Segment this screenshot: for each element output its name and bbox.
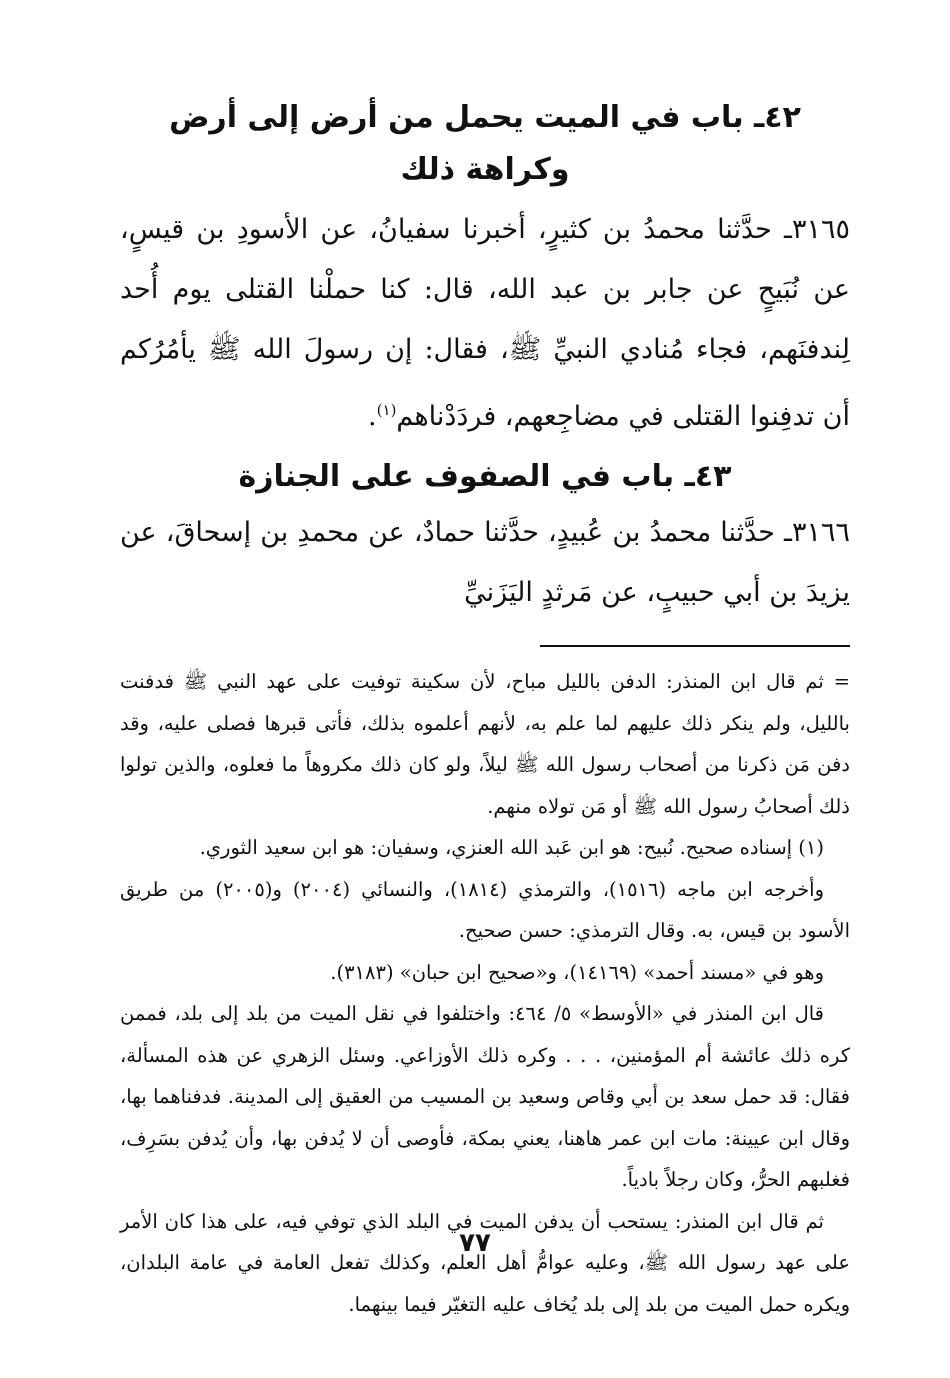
- footnote-separator: [540, 645, 850, 647]
- footnote-ref-1: (١): [376, 401, 397, 419]
- hadith-3165-text: ٣١٦٥ـ حدَّثنا محمدُ بن كثيرٍ، أخبرنا سفيانُ، عن الأسودِ بن قيسٍ، عن نُبَيحٍ عن جابر بن عبد الله، قال: كنا حملْنا القتلى يوم أُحد لِندفنَهم، فجاء مُنادي النبيِّ ﷺ، فقال: إن رسولَ الله ﷺ يأمُرُكم أن تدفِنوا القتلى في مضاجِعهم، فردَدْناهم: [120, 214, 850, 432]
- footnote-1-line-b: وأخرجه ابن ماجه (١٥١٦)، والترمذي (١٨١٤)، والنسائي (٢٠٠٤) و(٢٠٠٥) من طريق الأسود بن قيس، به. وقال الترمذي: حسن صحيح.: [120, 877, 850, 942]
- hadith-3166: ٣١٦٦ـ حدَّثنا محمدُ بن عُبيدٍ، حدَّثنا حمادٌ، عن محمدِ بن إسحاقَ، عن يزيدَ بن أبي حبيبٍ، عن مَرثدٍ اليَزَنيِّ: [120, 517, 850, 608]
- footnote-continued: = ثم قال ابن المنذر: الدفن بالليل مباح، لأن سكينة توفيت على عهد النبي ﷺ فدفنت بالليل، ولم ينكر ذلك عليهم لما علم به، لأنهم أعلموه بذلك، فأتى قبرها فصلى عليه، وقد دفن مَن ذكرنا من أصحاب رسول الله ﷺ ليلاً، ولو كان ذلك مكروهاً ما فعلوه، والذين تولوا ذلك أصحابُ رسول الله ﷺ أو مَن تولاه منهم.: [120, 670, 850, 818]
- hadith-3165-end: .: [368, 401, 377, 432]
- page-number: ٧٧: [459, 1228, 491, 1258]
- footnote-1-line-e: ثم قال ابن المنذر: يستحب أن يدفن الميت في البلد الذي توفي فيه، على هذا كان الأمر على عهد رسول الله ﷺ، وعليه عوامُّ أهل العلم، وكذلك تفعل العامة في عامة البلدان، ويكره حمل الميت من بلد إلى بلد يُخاف عليه التغيّر فيما بينهما.: [120, 1209, 850, 1316]
- chapter-42-heading: ٤٢ـ باب في الميت يحمل من أرض إلى أرض وكراهة ذلك: [169, 100, 801, 187]
- footnote-1-line-a: (١) إسناده صحيح. نُبيح: هو ابن عَبد الله العنزي، وسفيان: هو ابن سعيد الثوري.: [199, 836, 824, 859]
- hadith-3165: [120, 200, 850, 447]
- footnote-1-line-d: قال ابن المنذر في «الأوسط» ٥/ ٤٦٤: واختلفوا في نقل الميت من بلد إلى بلد، فممن كره ذلك عائشة أم المؤمنين، . . . وكره ذلك الأوزاعي. وسئل الزهري عن هذه المسألة، فقال: قد حمل سعد بن أبي وقاص وسعيد بن المسيب من العقيق إلى المدينة. فدفناهما بها، وقال ابن عيينة: مات ابن عمر هاهنا، يعني بمكة، فأوصى أن لا يُدفن بها، وأن يُدفن بسَرِف، فغلبهم الحرُّ، وكان رجلاً بادياً.: [120, 1002, 850, 1191]
- main-text: [120, 92, 850, 623]
- footnotes: [120, 661, 850, 1325]
- chapter-43-heading: ٤٣ـ باب في الصفوف على الجنازة: [238, 459, 732, 494]
- footnote-1-line-c: وهو في «مسند أحمد» (١٤١٦٩)، و«صحيح ابن حبان» (٣١٨٣).: [330, 960, 824, 984]
- document-page: [120, 92, 850, 1316]
